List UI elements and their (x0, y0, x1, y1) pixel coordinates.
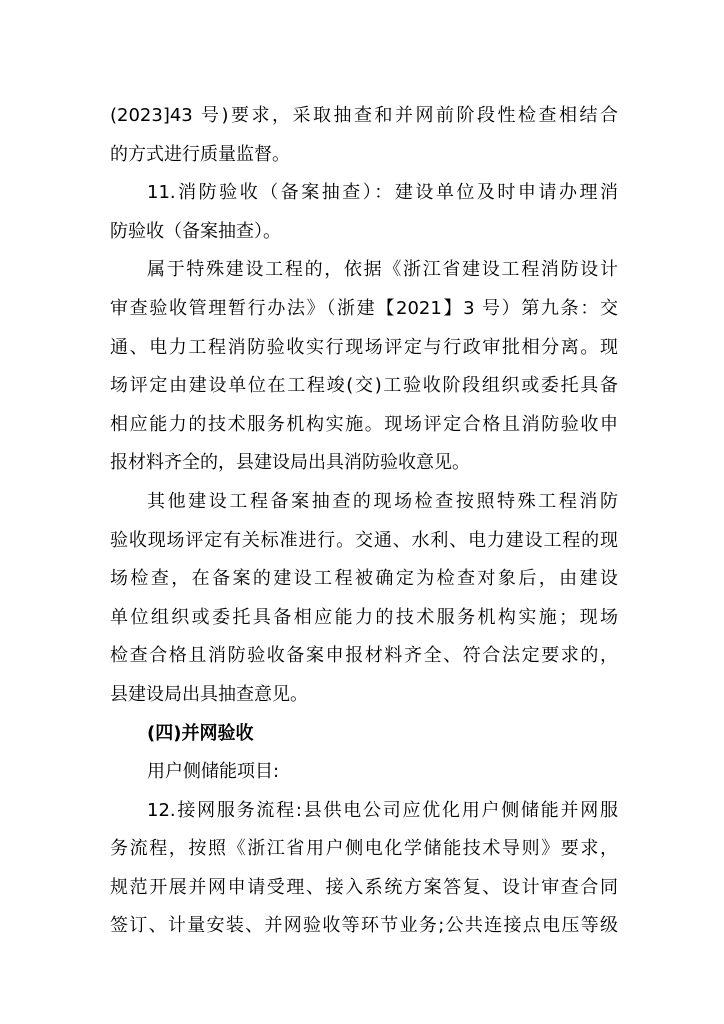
text-line: (2023]43 号)要求，采取抽查和并网前阶段性检查相结合 (110, 105, 618, 126)
text-line: 防验收（备案抽查）。 (110, 220, 281, 242)
text-line: 12.接网服务流程:县供电公司应优化用户侧储能并网服 (147, 799, 618, 821)
text-line: 其他建设工程备案抽查的现场检查按照特殊工程消防 (147, 490, 618, 512)
text-line: 相应能力的技术服务机构实施。现场评定合格且消防验收申 (110, 413, 618, 435)
text-line: 场评定由建设单位在工程竣(交)工验收阶段组织或委托具备 (110, 375, 618, 397)
text-line: 场检查，在备案的建设工程被确定为检查对象后，由建设 (110, 568, 618, 590)
text-line: 县建设局出具抽查意见。 (110, 683, 308, 705)
text-line: 务流程，按照《浙江省用户侧电化学储能技术导则》要求， (110, 838, 618, 860)
text-line: 规范开展并网申请受理、接入系统方案答复、设计审查合同 (110, 876, 618, 898)
text-line: 用户侧储能项目: (147, 761, 280, 783)
text-line: 11.消防验收（备案抽查）：建设单位及时申请办理消 (147, 182, 618, 204)
text-line: 签订、计量安装、并网验收等环节业务;公共连接点电压等级 (110, 915, 618, 937)
text-line: 通、电力工程消防验收实行现场评定与行政审批相分离。现 (110, 336, 618, 358)
text-line: 检查合格且消防验收备案申报材料齐全、符合法定要求的， (110, 645, 618, 667)
section-heading: (四)并网验收 (147, 722, 254, 744)
text-line: 审查验收管理暂行办法》（浙建【2021】3 号）第九条：交 (110, 297, 618, 319)
text-line: 验收现场评定有关标准进行。交通、水利、电力建设工程的现 (110, 529, 618, 551)
text-line: 的方式进行质量监督。 (110, 143, 290, 165)
text-line: 单位组织或委托具备相应能力的技术服务机构实施；现场 (110, 606, 618, 628)
document-body (110, 97, 618, 946)
text-line: 属于特殊建设工程的，依据《浙江省建设工程消防设计 (147, 259, 618, 281)
text-line: 报材料齐全的，县建设局出具消防验收意见。 (110, 452, 470, 474)
